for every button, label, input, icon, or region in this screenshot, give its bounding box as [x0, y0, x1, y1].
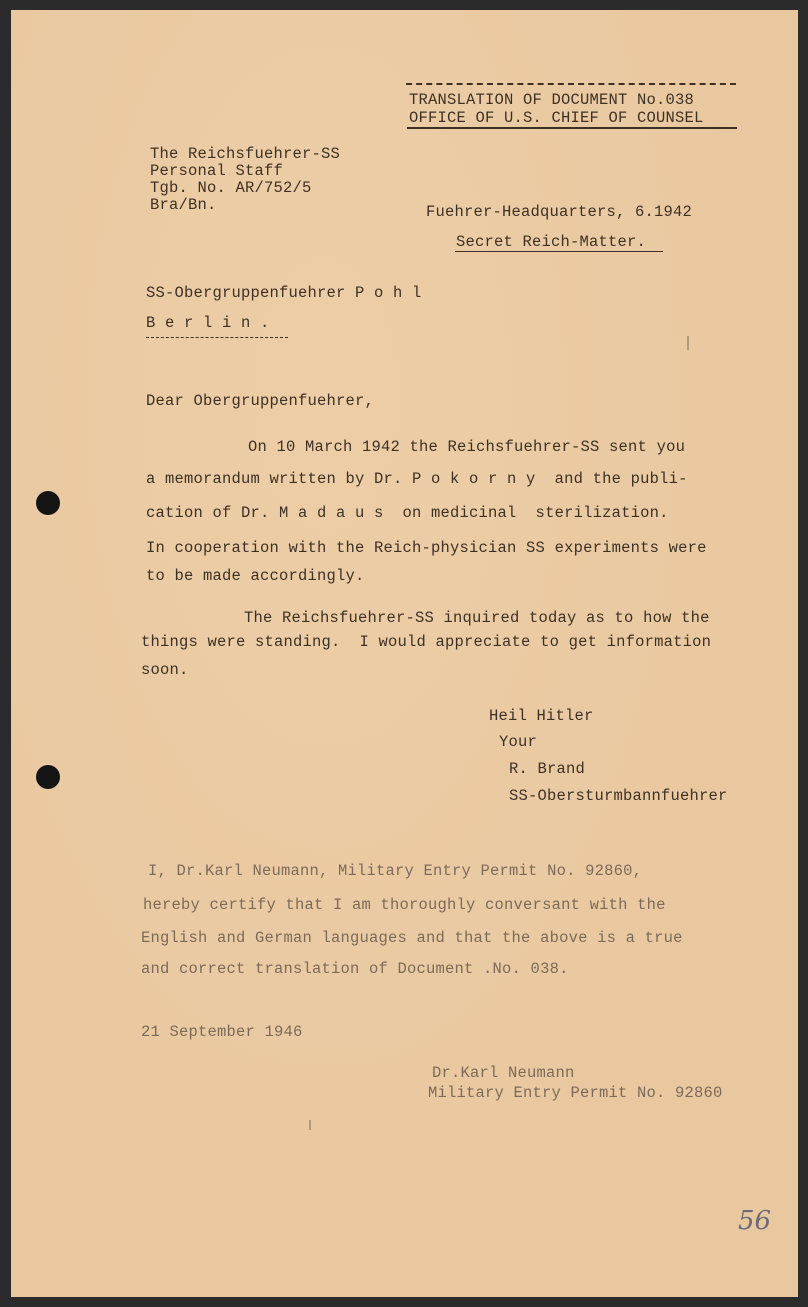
sender-line-3: Tgb. No. AR/752/5 [150, 179, 312, 197]
sender-line-4: Bra/Bn. [150, 196, 217, 214]
classification: Secret Reich-Matter. [456, 233, 647, 251]
recipient-name: SS-Obergruppenfuehrer P o h l [146, 284, 422, 302]
paper-mark [687, 336, 689, 350]
recipient-city-underline [146, 337, 288, 338]
sender-line-1: The Reichsfuehrer-SS [150, 145, 341, 163]
body-p2-line-1: The Reichsfuehrer-SS inquired today as to how the [244, 609, 710, 627]
certification-date: 21 September 1946 [141, 1023, 303, 1041]
certification-line-1: I, Dr.Karl Neumann, Military Entry Permit No. 92860, [148, 862, 643, 880]
closing-line-2: Your [499, 733, 538, 751]
body-p1-line-3: cation of Dr. M a d a u s on medicinal sterilization. [146, 504, 669, 522]
document-page [11, 10, 798, 1297]
punch-hole-top [36, 491, 60, 515]
certification-line-4: and correct translation of Document .No. 038. [141, 960, 569, 978]
body-p1-line-2: a memorandum written by Dr. P o k o r n y and the publi- [146, 470, 688, 488]
closing-line-1: Heil Hitler [489, 707, 594, 725]
header-line-2: OFFICE OF U.S. CHIEF OF COUNSEL [409, 109, 704, 127]
closing-line-3: R. Brand [509, 760, 586, 778]
body-p1-line-1: On 10 March 1942 the Reichsfuehrer-SS sent you [248, 438, 686, 456]
certification-line-2: hereby certify that I am thoroughly conversant with the [143, 896, 666, 914]
translator-name: Dr.Karl Neumann [432, 1064, 575, 1082]
recipient-city: B e r l i n . [146, 314, 270, 332]
header-top-rule [406, 83, 736, 85]
body-p2-line-2: things were standing. I would appreciate to get information [141, 633, 712, 651]
translator-permit: Military Entry Permit No. 92860 [428, 1084, 723, 1102]
body-p2-line-3: soon. [141, 661, 189, 679]
certification-line-3: English and German languages and that the above is a true [141, 929, 683, 947]
place-date: Fuehrer-Headquarters, 6.1942 [426, 203, 693, 221]
page-number: 56 [738, 1206, 772, 1236]
punch-hole-bottom [36, 765, 60, 789]
sender-line-2: Personal Staff [150, 162, 284, 180]
header-line-1: TRANSLATION OF DOCUMENT No.038 [409, 91, 695, 109]
closing-line-4: SS-Obersturmbannfuehrer [509, 787, 728, 805]
header-underline [407, 127, 737, 129]
salutation: Dear Obergruppenfuehrer, [146, 392, 375, 410]
paper-mark [309, 1120, 311, 1130]
body-p1-line-5: to be made accordingly. [146, 567, 365, 585]
body-p1-line-4: In cooperation with the Reich-physician SS experiments were [146, 539, 707, 557]
classification-underline [455, 251, 663, 252]
